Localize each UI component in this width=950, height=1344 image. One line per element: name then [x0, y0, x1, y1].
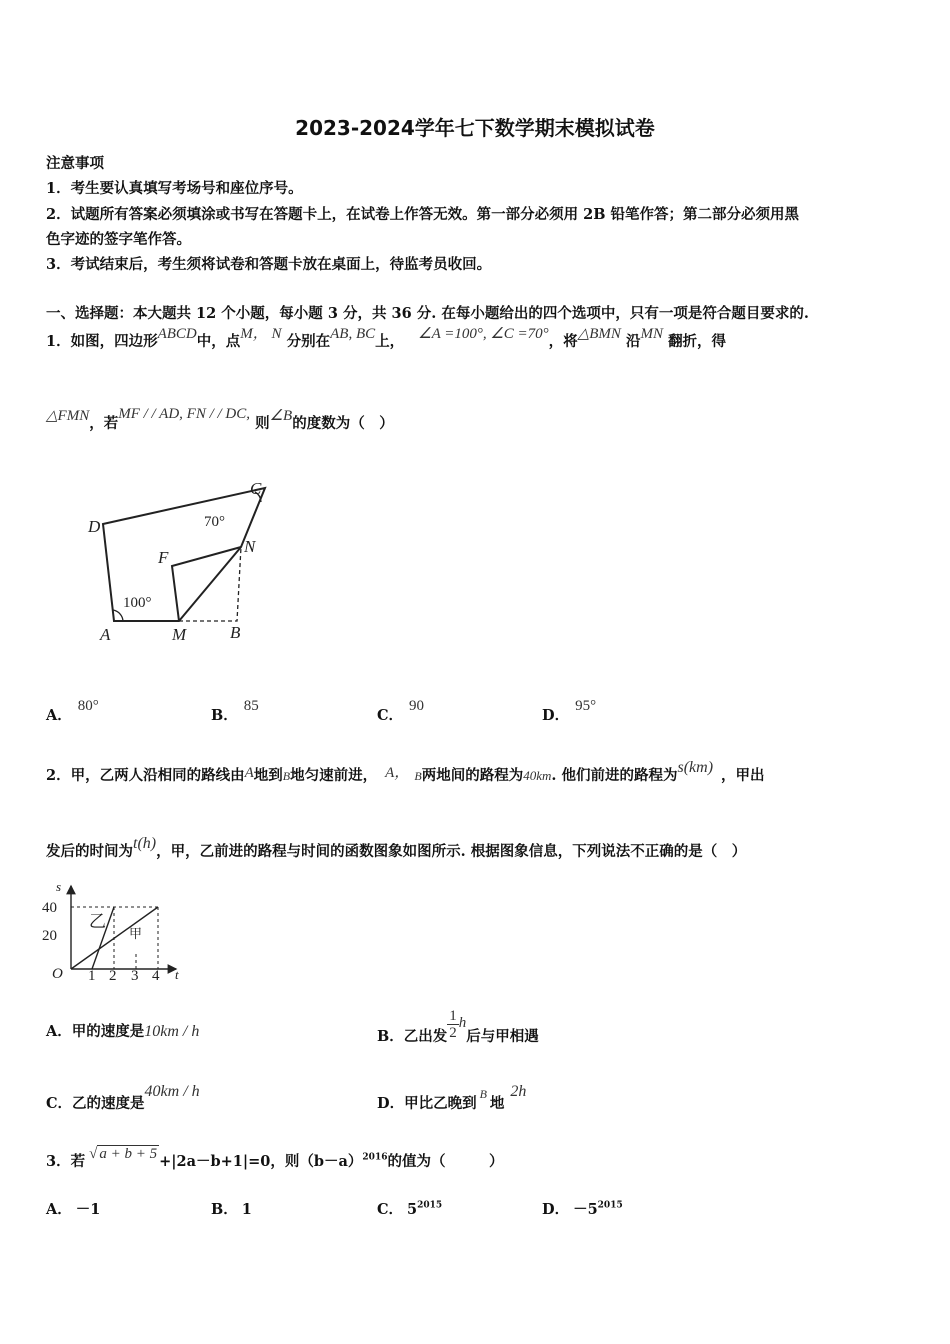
page-title: 2023-2024学年七下数学期末模拟试卷 — [295, 116, 655, 140]
q2-math: A， — [385, 765, 410, 781]
option-text: 甲比乙晚到 — [404, 1095, 477, 1112]
notice-item-3: 3．考试结束后，考生须将试卷和答题卡放在桌面上，待监考员收回。 — [46, 256, 492, 273]
label-d: D — [88, 517, 101, 536]
option-value: 5 — [407, 1201, 418, 1218]
q1-math: MF / / AD, FN / / DC, — [118, 406, 251, 422]
q1-text: 分别在 — [286, 333, 331, 350]
option-value: 1 — [241, 1201, 252, 1218]
option-letter: D． — [542, 707, 570, 724]
q1-math: △BMN — [577, 326, 621, 342]
option-value: 95° — [575, 698, 597, 714]
q2-math: 40km — [523, 768, 552, 783]
q2-graph — [38, 876, 198, 988]
q2-option-b[interactable] — [377, 1000, 539, 1045]
x-tick-3: 3 — [131, 968, 139, 984]
option-value: 80° — [77, 698, 99, 714]
option-value: －5 — [573, 1201, 598, 1218]
option-exponent: 2015 — [597, 1200, 623, 1211]
q3-option-a[interactable] — [46, 1198, 100, 1219]
label-jia: 甲 — [129, 926, 143, 941]
option-letter: D． — [377, 1095, 405, 1112]
option-fraction — [447, 1008, 459, 1041]
q1-text: ，若 — [89, 415, 119, 432]
option-text: 乙的速度是 — [72, 1095, 145, 1112]
option-math: 40km / h — [144, 1083, 200, 1100]
q1-line2 — [46, 406, 394, 433]
q2-math: B — [414, 769, 422, 783]
angle-c-label: 70° — [204, 514, 225, 530]
q1-text: 上， — [375, 333, 405, 350]
y-axis-label: s — [56, 879, 62, 894]
q2-math: s(km) — [677, 759, 714, 776]
option-value: －1 — [75, 1201, 101, 1218]
option-math: h — [458, 1015, 467, 1031]
q1-text: 翻折，得 — [668, 333, 727, 350]
fraction-numerator: 1 — [449, 1008, 457, 1024]
q2-math: A — [244, 765, 254, 781]
label-c: C — [250, 479, 262, 498]
q1-line1 — [46, 326, 727, 351]
q2-line2 — [46, 835, 747, 861]
q1-math: △FMN — [46, 408, 90, 424]
q2-text: 两地间的路程为 — [421, 767, 524, 784]
x-axis-label: t — [175, 967, 179, 982]
option-math: B — [479, 1087, 487, 1101]
option-value: 85 — [243, 698, 259, 714]
q2-text: 地匀速前进， — [290, 767, 378, 784]
q1-math: ∠B — [269, 408, 293, 424]
label-yi: 乙 — [89, 912, 106, 931]
option-letter: C． — [46, 1095, 73, 1112]
q3-text: 的值为（ ） — [387, 1153, 504, 1170]
section-heading: 一、选择题：本大题共 12 个小题，每小题 3 分，共 36 分. 在每小题给出的四个选项中，只有一项是符合题目要求的. — [46, 305, 809, 322]
q2-text: 地到 — [253, 767, 283, 784]
option-value: 90 — [409, 698, 425, 714]
q2-text: . 他们前进的路程为 — [551, 767, 678, 784]
q1-math: AB, BC — [330, 326, 376, 342]
option-text: 地 — [489, 1095, 505, 1112]
q3-text: 3．若 — [46, 1153, 86, 1170]
q3-text: +|2a－b+1|=0，则（b－a） — [159, 1153, 363, 1170]
q2-line1 — [46, 759, 765, 785]
option-letter: C． — [377, 707, 404, 724]
notice-item-2: 2．试题所有答案必须填涂或书写在答题卡上，在试卷上作答无效。第一部分必须用 2B 铅笔作答；第二部分必须用黑 — [46, 206, 800, 223]
q2-text: ，甲出 — [721, 767, 765, 784]
option-text: 甲的速度是 — [71, 1023, 145, 1040]
y-tick-20: 20 — [42, 928, 57, 944]
q1-math: ABCD — [157, 326, 197, 342]
q2-math: t(h) — [133, 835, 157, 852]
option-letter: B． — [211, 707, 238, 724]
sqrt-radicand: a + b + 5 — [99, 1146, 158, 1162]
q1-math: MN — [640, 326, 663, 342]
q1-text: ，将 — [548, 333, 578, 350]
q1-text: 1．如图，四边形 — [46, 333, 158, 350]
q1-option-a[interactable] — [46, 698, 99, 725]
fraction-denominator: 2 — [449, 1025, 457, 1041]
label-m: M — [172, 625, 187, 644]
option-letter: C． — [377, 1201, 404, 1218]
y-tick-40: 40 — [42, 900, 57, 916]
q1-option-c[interactable] — [377, 698, 425, 725]
label-b: B — [230, 623, 241, 642]
q3-option-c[interactable] — [377, 1198, 442, 1219]
q3-line — [46, 1146, 504, 1171]
option-letter: A． — [46, 1201, 72, 1218]
option-exponent: 2015 — [417, 1200, 443, 1211]
q1-option-b[interactable] — [211, 698, 259, 725]
q2-math: B — [282, 769, 291, 783]
option-letter: B． — [211, 1201, 238, 1218]
notice-item-2-cont: 色字迹的签字笔作答。 — [46, 231, 191, 248]
angle-a-label: 100° — [123, 595, 152, 611]
label-f: F — [158, 548, 169, 567]
q3-option-d[interactable] — [542, 1198, 623, 1219]
option-math: 10km / h — [144, 1023, 200, 1040]
q1-text: 的度数为（ ） — [292, 415, 394, 432]
x-tick-2: 2 — [109, 968, 117, 984]
q1-math: ∠A =100°, ∠C =70° — [418, 326, 549, 342]
notice-heading: 注意事项 — [46, 155, 104, 172]
option-letter: B． — [377, 1028, 404, 1045]
option-math: 2h — [510, 1083, 527, 1100]
option-letter: A． — [46, 1023, 72, 1040]
q2-option-a[interactable] — [46, 1020, 199, 1041]
origin-label: O — [52, 966, 63, 982]
q1-math: M， N — [240, 326, 282, 342]
q2-text: 2．甲，乙两人沿相同的路线由 — [46, 767, 245, 784]
q3-exponent: 2016 — [362, 1152, 388, 1163]
x-tick-4: 4 — [152, 968, 160, 984]
q2-option-d[interactable] — [377, 1083, 527, 1113]
label-a: A — [100, 625, 111, 644]
q2-text: ，甲，乙前进的路程与时间的函数图象如图所示. 根据图象信息，下列说法不正确的是（ ） — [156, 843, 747, 860]
q1-text: 则 — [255, 415, 270, 432]
q3-option-b[interactable] — [211, 1198, 252, 1219]
option-text: 乙出发 — [403, 1028, 448, 1045]
notice-item-1: 1．考生要认真填写考场号和座位序号。 — [46, 180, 303, 197]
q1-text: 沿 — [625, 333, 641, 350]
option-letter: A． — [46, 707, 72, 724]
q1-figure — [80, 470, 290, 650]
x-tick-1: 1 — [88, 968, 96, 984]
option-text: 后与甲相遇 — [466, 1028, 539, 1045]
q1-option-d[interactable] — [542, 698, 597, 725]
q2-option-c[interactable] — [46, 1083, 200, 1113]
q2-text: 发后的时间为 — [46, 843, 133, 860]
option-letter: D． — [542, 1201, 570, 1218]
label-n: N — [244, 537, 256, 556]
q3-sqrt: √ a + b + 5 — [89, 1146, 158, 1162]
q1-text: 中，点 — [196, 333, 241, 350]
